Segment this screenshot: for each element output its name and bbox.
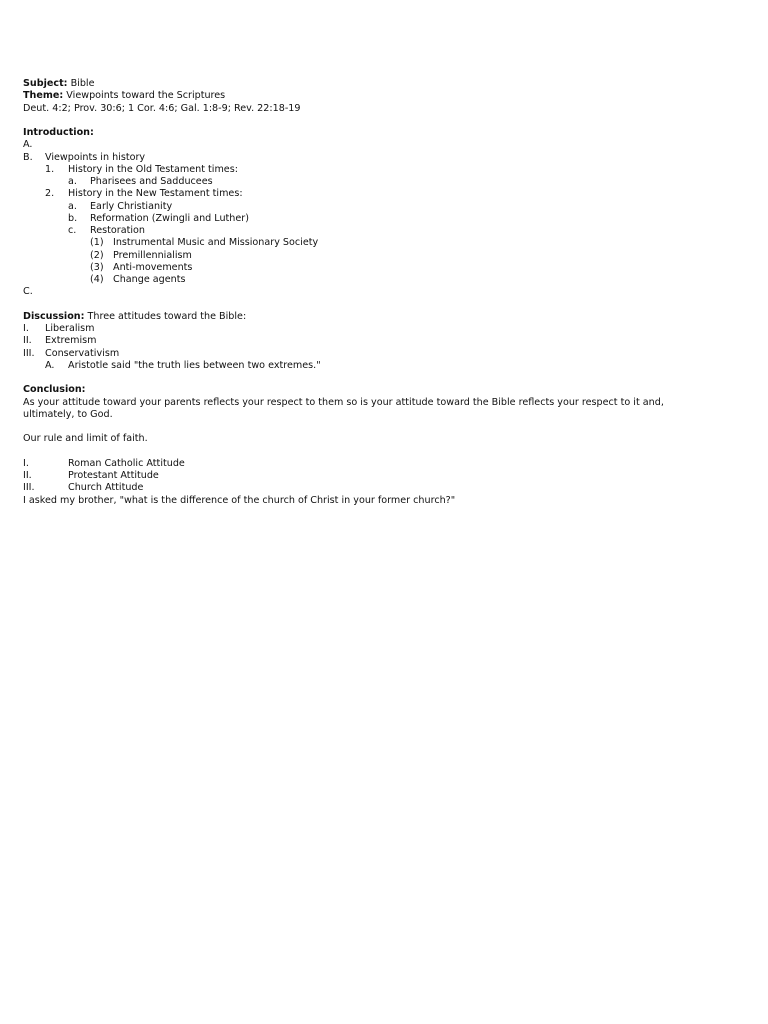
intro-item-c [23, 286, 743, 298]
intro-item-b-label: B. [23, 151, 33, 163]
attitude-item-label: I. [23, 457, 29, 469]
discussion-item-label: I. [23, 323, 29, 334]
attitude-item [23, 470, 743, 482]
spacer [23, 299, 743, 311]
intro-item-2-text: History in the New Testament times: [68, 188, 243, 200]
intro-item-1a-text: Pharisees and Sadducees [90, 176, 213, 187]
attitude-item-text: Roman Catholic Attitude [68, 457, 185, 469]
discussion-heading-text: Three attitudes toward the Bible: [87, 310, 247, 322]
discussion-item [23, 335, 743, 347]
subject-line [23, 78, 743, 90]
restoration-sub-text: Premillennialism [113, 249, 192, 261]
discussion-sub-text: Aristotle said "the truth lies between two extremes." [68, 359, 321, 371]
restoration-sub-text: Change agents [113, 274, 186, 285]
conclusion-heading: Conclusion: [23, 384, 86, 396]
attitude-item [23, 482, 743, 494]
intro-item-2b [23, 213, 743, 225]
restoration-sub-text: Anti-movements [113, 261, 193, 273]
intro-item-2c-text: Restoration [90, 225, 145, 236]
document-page [23, 78, 743, 507]
discussion-sub-item [23, 360, 743, 372]
attitude-item-text: Protestant Attitude [68, 470, 159, 481]
restoration-sub-label: (1) [90, 237, 104, 249]
spacer [23, 421, 743, 433]
intro-item-b-text: Viewpoints in history [45, 151, 146, 163]
spacer [23, 372, 743, 384]
intro-item-1-label: 1. [45, 163, 55, 175]
discussion-item-text: Conservativism [45, 347, 120, 359]
intro-item-1 [23, 164, 743, 176]
references-line: Deut. 4:2; Prov. 30:6; 1 Cor. 4:6; Gal. 1:8-9; Rev. 22:18-19 [23, 102, 301, 114]
theme-label: Theme: [23, 90, 64, 102]
intro-item-2c-label: c. [68, 225, 77, 236]
intro-item-1a-label: a. [68, 176, 77, 187]
attitude-item [23, 458, 743, 470]
discussion-heading: Discussion: [23, 310, 85, 322]
discussion-item [23, 348, 743, 360]
discussion-item-text: Extremism [45, 335, 97, 347]
brother-question-line: I asked my brother, "what is the difference of the church of Christ in your former church?" [23, 494, 456, 506]
discussion-item-text: Liberalism [45, 323, 95, 334]
intro-item-1a [23, 176, 743, 188]
discussion-item [23, 323, 743, 335]
spacer [23, 115, 743, 127]
intro-item-a [23, 139, 743, 151]
intro-item-1-text: History in the Old Testament times: [68, 163, 238, 175]
intro-item-2b-label: b. [68, 212, 78, 224]
intro-item-2c [23, 225, 743, 237]
restoration-sub-label: (3) [90, 261, 104, 273]
intro-item-2a [23, 201, 743, 213]
intro-item-2b-text: Reformation (Zwingli and Luther) [90, 212, 249, 224]
conclusion-paragraph: As your attitude toward your parents reflects your respect to them so is your attitude toward the Bible reflects your respect to it and, ultimately, to God. [23, 396, 664, 420]
restoration-sub-item [23, 237, 743, 249]
discussion-heading-line [23, 311, 743, 323]
restoration-sub-item [23, 250, 743, 262]
intro-item-a-label: A. [23, 139, 33, 151]
restoration-sub-item [23, 262, 743, 274]
theme-value: Viewpoints toward the Scriptures [66, 90, 226, 102]
discussion-item-label: II. [23, 335, 32, 347]
intro-item-2 [23, 188, 743, 200]
attitude-item-text: Church Attitude [68, 482, 144, 494]
attitude-item-label: III. [23, 482, 35, 494]
intro-item-2a-label: a. [68, 200, 77, 212]
subject-label: Subject: [23, 78, 68, 89]
attitude-item-label: II. [23, 470, 32, 481]
restoration-sub-text: Instrumental Music and Missionary Society [113, 237, 319, 249]
rule-line: Our rule and limit of faith. [23, 433, 148, 445]
subject-value: Bible [70, 78, 95, 89]
introduction-heading: Introduction: [23, 127, 94, 138]
spacer [23, 446, 743, 458]
restoration-sub-item [23, 274, 743, 286]
theme-line [23, 90, 743, 102]
restoration-sub-label: (4) [90, 274, 104, 285]
intro-item-b [23, 152, 743, 164]
discussion-item-label: III. [23, 347, 35, 359]
intro-item-2a-text: Early Christianity [90, 200, 173, 212]
discussion-sub-label: A. [45, 359, 55, 371]
intro-item-2-label: 2. [45, 188, 55, 200]
restoration-sub-label: (2) [90, 249, 104, 261]
intro-item-c-label: C. [23, 286, 33, 298]
